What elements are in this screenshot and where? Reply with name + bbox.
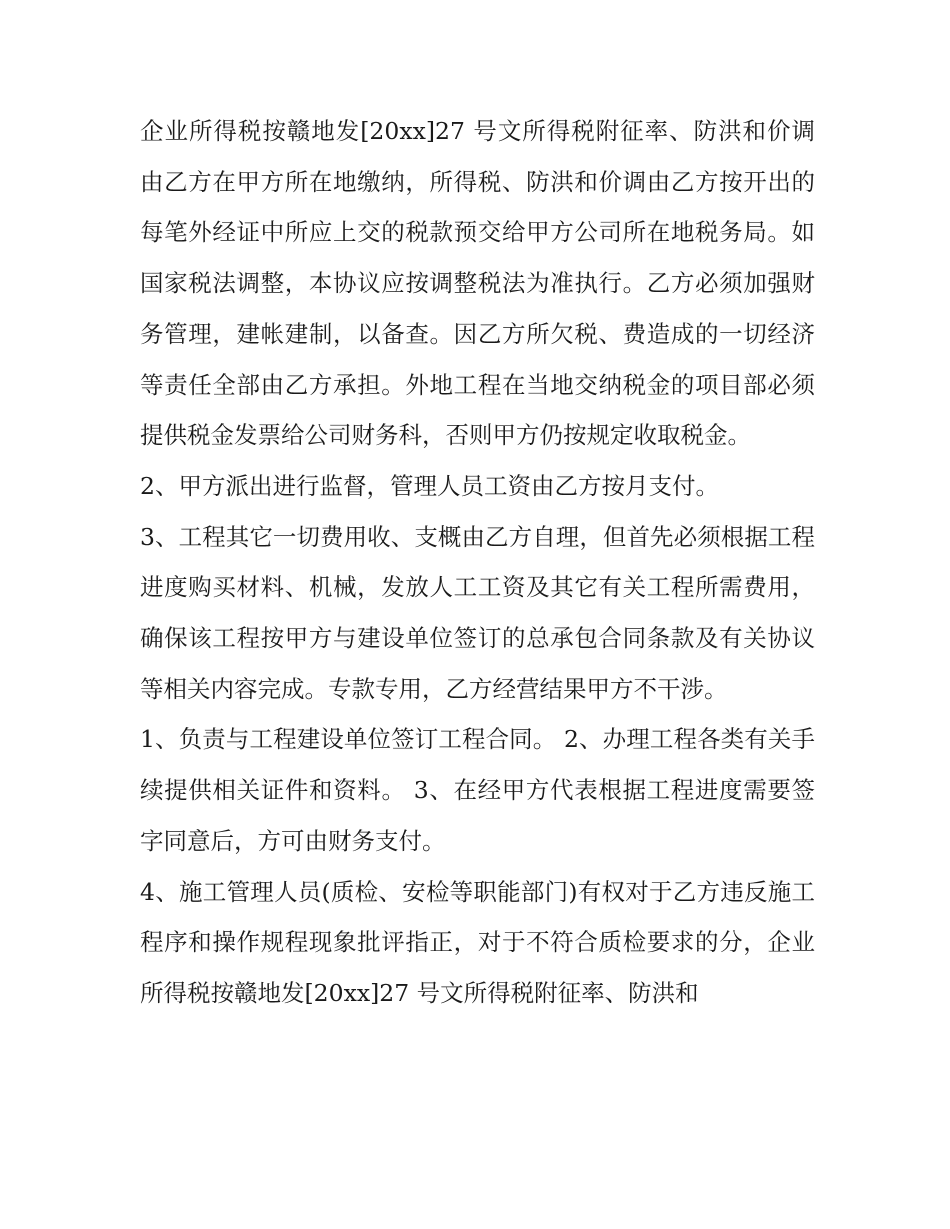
document-body <box>140 106 815 1019</box>
paragraph-responsibilities: 1、负责与工程建设单位签订工程合同。 2、办理工程各类有关手续提供相关证件和资料。 3、在经甲方代表根据工程进度需要签字同意后，方可由财务支付。 <box>140 725 815 855</box>
paragraph-supervision: 2、甲方派出进行监督，管理人员工资由乙方按月支付。 <box>140 471 719 500</box>
paragraph-expenses: 3、工程其它一切费用收、支概由乙方自理，但首先必须根据工程进度购买材料、机械，发放人工工资及其它有关工程所需费用，确保该工程按甲方与建设单位签订的总承包合同条款及有关协议等相关内容完成。专款专用，乙方经营结果甲方不干涉。 <box>140 522 815 703</box>
paragraph-management-rights: 4、施工管理人员(质检、安检等职能部门)有权对于乙方违反施工程序和操作规程现象批评指正，对于不符合质检要求的分，企业所得税按赣地发[20xx]27 号文所得税附征率、防洪和 <box>140 877 815 1007</box>
paragraph-tax-payment: 企业所得税按赣地发[20xx]27 号文所得税附征率、防洪和价调由乙方在甲方所在地缴纳，所得税、防洪和价调由乙方按开出的每笔外经证中所应上交的税款预交给甲方公司所在地税务局。如国家税法调整，本协议应按调整税法为准执行。乙方必须加强财务管理，建帐建制，以备查。因乙方所欠税、费造成的一切经济等责任全部由乙方承担。外地工程在当地交纳税金的项目部必须提供税金发票给公司财务科，否则甲方仍按规定收取税金。 <box>140 117 815 450</box>
